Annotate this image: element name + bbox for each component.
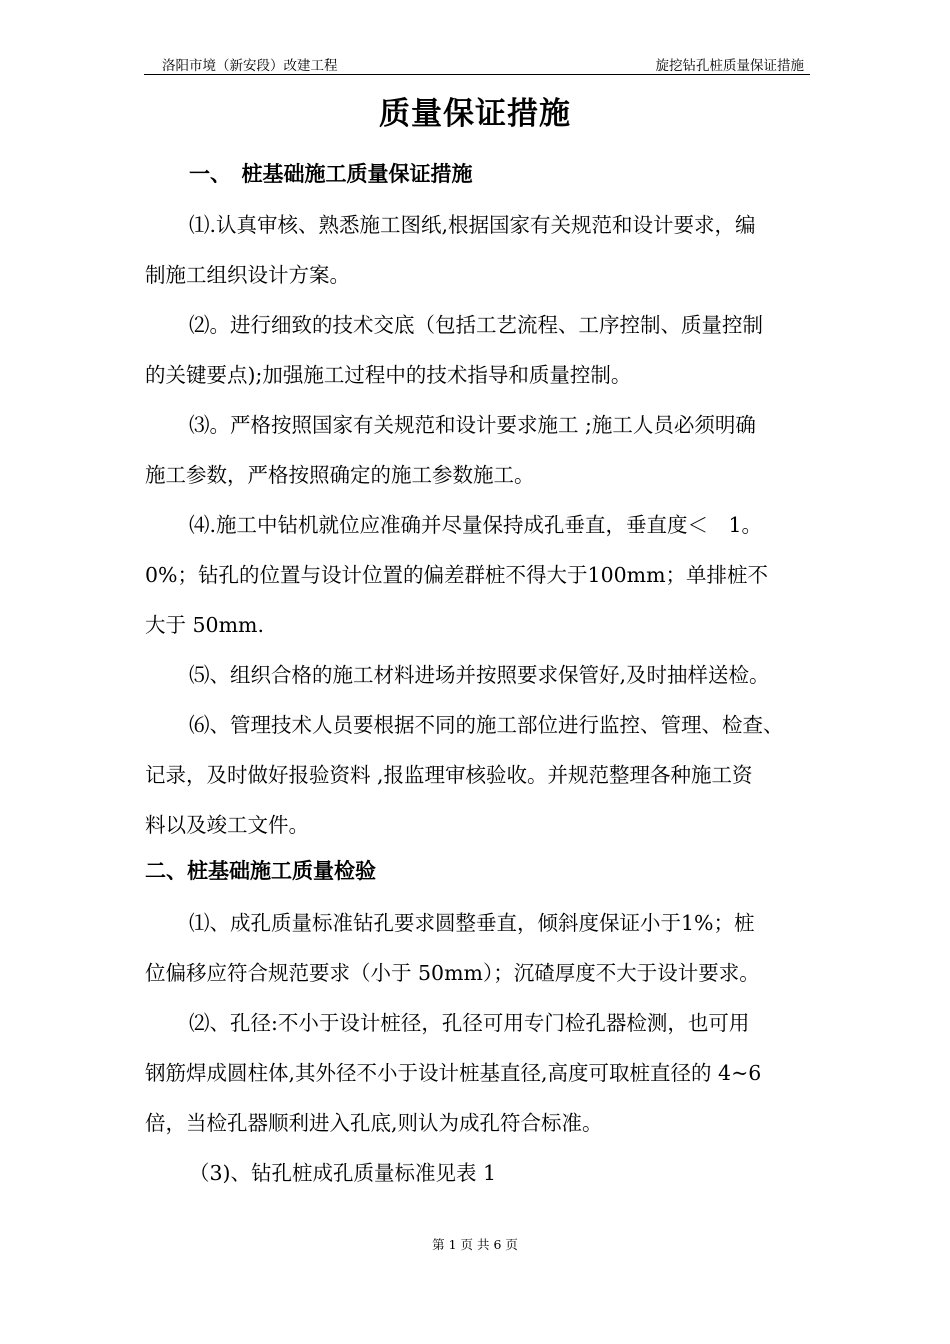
paragraph-line: 施工参数，严格按照确定的施工参数施工。: [145, 463, 535, 487]
page-number: 第 1 页 共 6 页: [432, 1237, 518, 1252]
paragraph-line: ⑴、成孔质量标准钻孔要求圆整垂直，倾斜度保证小于1%；桩: [189, 911, 755, 935]
section-heading-2: 二、桩基础施工质量检验: [145, 858, 376, 883]
paragraph-line: 记录，及时做好报验资料 ,报监理审核验收。并规范整理各种施工资: [145, 763, 753, 787]
paragraph-line: 倍，当检孔器顺利进入孔底,则认为成孔符合标准。: [145, 1111, 603, 1135]
page-title: 质量保证措施: [379, 96, 571, 132]
paragraph-line: ⑷.施工中钻机就位应准确并尽量保持成孔垂直，垂直度＜ 1。: [189, 513, 763, 537]
paragraph-line: 料以及竣工文件。: [145, 813, 309, 837]
paragraph-line: 钢筋焊成圆柱体,其外径不小于设计桩基直径,高度可取桩直径的 4~6: [145, 1061, 762, 1085]
paragraph-line: ⑵。进行细致的技术交底（包括工艺流程、工序控制、质量控制: [189, 313, 763, 337]
paragraph-line: ⑶。严格按照国家有关规范和设计要求施工 ;施工人员必须明确: [189, 413, 756, 437]
paragraph-line: ⑹、管理技术人员要根据不同的施工部位进行监控、管理、检查、: [189, 713, 784, 737]
header-document-name: 旋挖钻孔桩质量保证措施: [655, 58, 804, 74]
paragraph-line: 位偏移应符合规范要求（小于 50mm）；沉碴厚度不大于设计要求。: [145, 961, 760, 985]
paragraph-line: 的关键要点);加强施工过程中的技术指导和质量控制。: [145, 363, 632, 387]
paragraph-line: ⑸、组织合格的施工材料进场并按照要求保管好,及时抽样送检。: [189, 663, 770, 687]
paragraph-line: ⑴.认真审核、熟悉施工图纸,根据国家有关规范和设计要求，编: [189, 213, 756, 237]
paragraph-line: 0%；钻孔的位置与设计位置的偏差群桩不得大于100mm；单排桩不: [145, 563, 769, 587]
paragraph-line: （3)、钻孔桩成孔质量标准见表 1: [189, 1161, 497, 1185]
paragraph-line: ⑵、孔径:不小于设计桩径，孔径可用专门检孔器检测，也可用: [189, 1011, 750, 1035]
header-project-name: 洛阳市境（新安段）改建工程: [162, 58, 338, 74]
page-header: [144, 54, 810, 75]
section-heading-1: 一、 桩基础施工质量保证措施: [189, 161, 473, 186]
paragraph-line: 大于 50mm.: [145, 613, 264, 637]
paragraph-line: 制施工组织设计方案。: [145, 263, 350, 287]
